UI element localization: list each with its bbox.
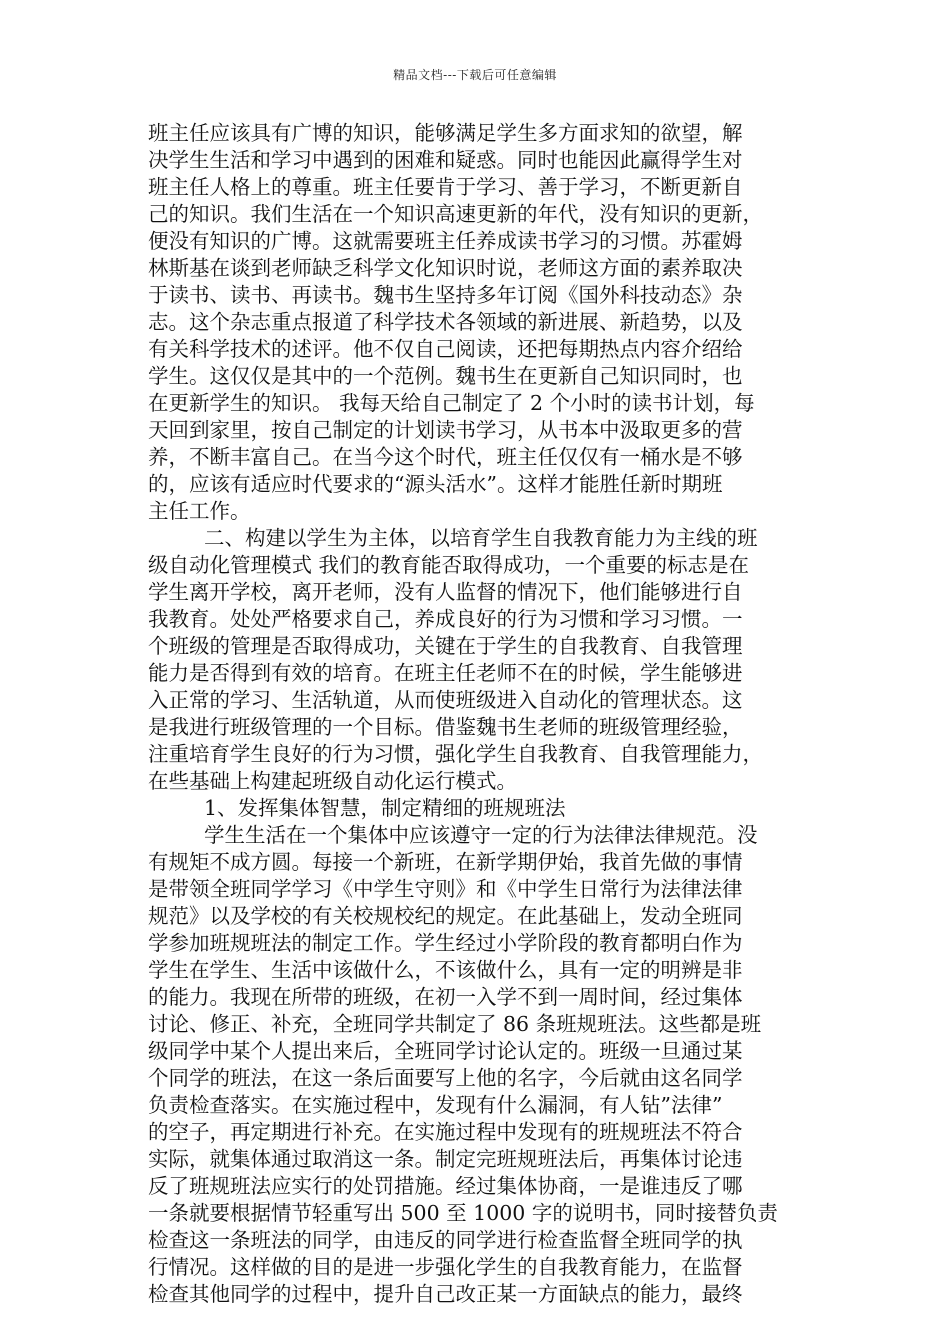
- text-line: 林斯基在谈到老师缺乏科学文化知识时说，老师这方面的素养取决: [148, 256, 743, 280]
- text-line: 有规矩不成方圆。每接一个新班，在新学期伊始，我首先做的事情: [148, 850, 743, 874]
- text-line: 学生离开学校，离开老师，没有人监督的情况下，他们能够进行自: [148, 580, 743, 604]
- text-line: 检查这一条班法的同学，由违反的同学进行检查监督全班同学的执: [148, 1228, 743, 1252]
- text-line: 我教育。处处严格要求自己，养成良好的行为习惯和学习习惯。一: [148, 607, 743, 631]
- text-line: 便没有知识的广博。这就需要班主任养成读书学习的习惯。苏霍姆: [148, 229, 743, 253]
- text-line: 己的知识。我们生活在一个知识高速更新的年代，没有知识的更新，: [148, 202, 763, 226]
- text-line: 一条就要根据情节轻重写出 500 至 1000 字的说明书，同时接替负责: [148, 1201, 778, 1225]
- text-line: 主任工作。: [148, 499, 251, 523]
- text-line: 规范》以及学校的有关校规校纪的规定。在此基础上，发动全班同: [148, 904, 743, 928]
- text-line: 级自动化管理模式 我们的教育能否取得成功，一个重要的标志是在: [148, 553, 750, 577]
- text-line: 学参加班规班法的制定工作。学生经过小学阶段的教育都明白作为: [148, 931, 743, 955]
- text-line: 有关科学技术的述评。他不仅自己阅读，还把每期热点内容介绍给: [148, 337, 743, 361]
- page-header: 精品文档---下载后可任意编辑: [393, 68, 557, 82]
- text-line: 负责检查落实。在实施过程中，发现有什么漏洞，有人钻”法律”: [148, 1093, 723, 1117]
- text-line: 在些基础上构建起班级自动化运行模式。: [148, 769, 517, 793]
- text-line: 讨论、修正、补充，全班同学共制定了 86 条班规班法。这些都是班: [148, 1012, 762, 1036]
- text-line: 的空子，再定期进行补充。在实施过程中发现有的班规班法不符合: [148, 1120, 743, 1144]
- text-line: 的能力。我现在所带的班级，在初一入学不到一周时间，经过集体: [148, 985, 743, 1009]
- text-line: 入正常的学习、生活轨道，从而使班级进入自动化的管理状态。这: [148, 688, 743, 712]
- text-line: 注重培育学生良好的行为习惯，强化学生自我教育、自我管理能力，: [148, 742, 763, 766]
- text-line: 行情况。这样做的目的是进一步强化学生的自我教育能力，在监督: [148, 1255, 743, 1279]
- text-line: 是带领全班同学学习《中学生守则》和《中学生日常行为法律法律: [148, 877, 743, 901]
- text-line: 是我进行班级管理的一个目标。借鉴魏书生老师的班级管理经验，: [148, 715, 743, 739]
- text-line: 在更新学生的知识。 我每天给自己制定了 2 个小时的读书计划，每: [148, 391, 755, 415]
- paragraph-start: 学生生活在一个集体中应该遵守一定的行为法律法律规范。没: [204, 823, 758, 847]
- document-body: [148, 120, 804, 1308]
- text-line: 于读书、读书、再读书。魏书生坚持多年订阅《国外科技动态》杂: [148, 283, 743, 307]
- section-heading: 二、构建以学生为主体，以培育学生自我教育能力为主线的班: [204, 526, 758, 550]
- text-line: 反了班规班法应实行的处罚措施。经过集体协商，一是谁违反了哪: [148, 1174, 743, 1198]
- text-line: 实际，就集体通过取消这一条。制定完班规班法后，再集体讨论违: [148, 1147, 743, 1171]
- subsection-heading: 1、发挥集体智慧，制定精细的班规班法: [204, 796, 566, 820]
- text-line: 个班级的管理是否取得成功，关键在于学生的自我教育、自我管理: [148, 634, 743, 658]
- text-line: 养，不断丰富自己。在当今这个时代，班主任仅仅有一桶水是不够: [148, 445, 743, 469]
- text-line: 检查其他同学的过程中，提升自己改正某一方面缺点的能力，最终: [148, 1282, 743, 1306]
- text-line: 决学生生活和学习中遇到的困难和疑惑。同时也能因此赢得学生对: [148, 148, 743, 172]
- text-line: 个同学的班法，在这一条后面要写上他的名字，今后就由这名同学: [148, 1066, 743, 1090]
- text-line: 级同学中某个人提出来后，全班同学讨论认定的。班级一旦通过某: [148, 1039, 743, 1063]
- text-line: 的，应该有适应时代要求的“源头活水”。这样才能胜任新时期班: [148, 472, 723, 496]
- text-line: 志。这个杂志重点报道了科学技术各领域的新进展、新趋势，以及: [148, 310, 743, 334]
- text-line: 班主任应该具有广博的知识，能够满足学生多方面求知的欲望，解: [148, 121, 743, 145]
- text-line: 天回到家里，按自己制定的计划读书学习，从书本中汲取更多的营: [148, 418, 743, 442]
- text-line: 学生在学生、生活中该做什么，不该做什么，具有一定的明辨是非: [148, 958, 743, 982]
- text-line: 班主任人格上的尊重。班主任要肯于学习、善于学习，不断更新自: [148, 175, 743, 199]
- text-line: 能力是否得到有效的培育。在班主任老师不在的时候，学生能够进: [148, 661, 743, 685]
- text-line: 学生。这仅仅是其中的一个范例。魏书生在更新自己知识同时，也: [148, 364, 743, 388]
